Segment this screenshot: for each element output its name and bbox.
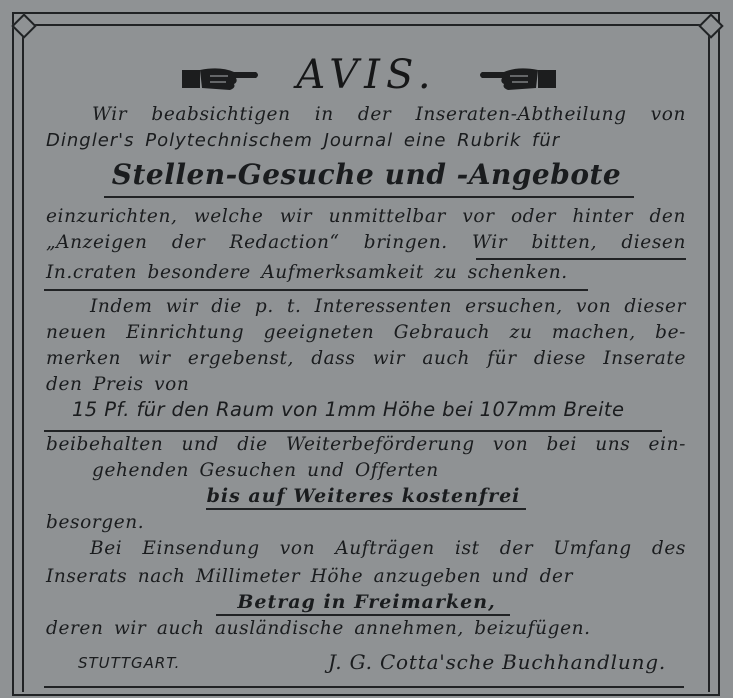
- price-underline: [44, 430, 662, 432]
- heading-underline: [104, 196, 634, 198]
- price-line: 15 Pf. für den Raum von 1mm Höhe bei 107mm Breite: [72, 398, 625, 421]
- signature-publisher: J. G. Cotta'sche Buchhandlung.: [328, 650, 667, 674]
- underline-line-4: [476, 258, 686, 260]
- text-line-9: den Preis von: [46, 374, 190, 395]
- stamps-underline: [216, 614, 510, 616]
- text-line-6: Indem wir die p. t. Interessenten ersuchen, von dieser: [90, 296, 686, 317]
- heading-stellen: Stellen-Gesuche und -Angebote: [111, 158, 622, 191]
- text-line-2: Dingler's Polytechnischem Journal eine Rubrik für: [46, 130, 561, 151]
- signature-city: STUTTGART.: [78, 654, 181, 672]
- text-line-1: Wir beabsichtigen in der Inseraten-Abtheilung von: [92, 104, 686, 125]
- text-line-5: In.craten besondere Aufmerksamkeit zu schenken.: [46, 262, 568, 283]
- text-line-11: gehenden Gesuchen und Offerten: [92, 460, 439, 481]
- text-line-4: „Anzeigen der Redaction“ bringen. Wir bitten, diesen: [46, 232, 686, 253]
- notice-title: AVIS.: [296, 52, 437, 98]
- stamps-notice: Betrag in Freimarken,: [237, 591, 496, 613]
- text-line-12: besorgen.: [46, 512, 145, 533]
- free-notice: bis auf Weiteres kostenfrei: [206, 485, 521, 507]
- text-line-8: merken wir ergebenst, dass wir auch für diese Inserate: [46, 348, 686, 369]
- text-line-3: einzurichten, welche wir unmittelbar vor oder hinter den: [46, 206, 686, 227]
- text-line-15: deren wir auch ausländische annehmen, beizufügen.: [46, 618, 591, 639]
- text-line-10: beibehalten und die Weiterbeförderung von bei uns ein-: [46, 434, 686, 455]
- underline-line-5: [44, 289, 588, 291]
- bottom-rule: [44, 686, 684, 688]
- text-line-14: Inserats nach Millimeter Höhe anzugeben und der: [46, 566, 574, 587]
- text-line-13: Bei Einsendung von Aufträgen ist der Umfang des: [90, 538, 686, 559]
- text-line-7: neuen Einrichtung geeigneten Gebrauch zu machen, be-: [46, 322, 686, 343]
- free-underline: [206, 508, 526, 510]
